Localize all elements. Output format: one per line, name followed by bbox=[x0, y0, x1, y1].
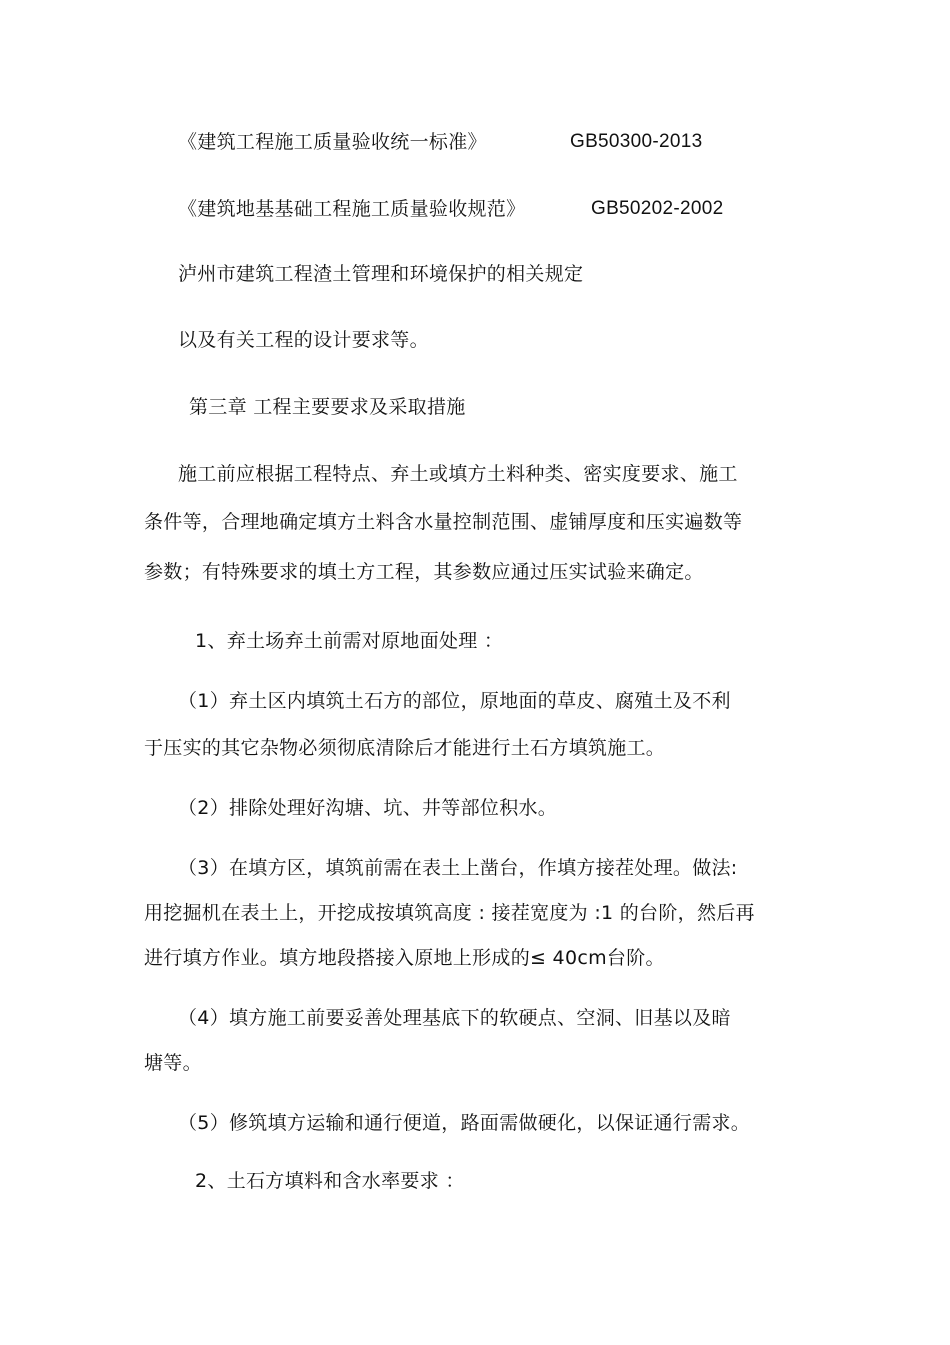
section-1-heading: 1、弃土场弃土前需对原地面处理 ： bbox=[195, 630, 504, 652]
standard-code-2: GB50202-2002 bbox=[591, 198, 724, 219]
intro-paragraph-line-3: 参数；有特殊要求的填土方工程，其参数应通过压实试验来确定。 bbox=[144, 561, 704, 583]
section-2-heading: 2、土石方填料和含水率要求 ： bbox=[195, 1170, 465, 1192]
intro-paragraph-line-2: 条件等，合理地确定填方土料含水量控制范围、虚铺厚度和压实遍数等 bbox=[144, 511, 743, 533]
standard-title-1: 《建筑工程施工质量验收统一标准》 bbox=[178, 131, 487, 153]
standard-title-2: 《建筑地基基础工程施工质量验收规范》 bbox=[178, 198, 526, 220]
chapter-heading: 第三章 工程主要要求及采取措施 bbox=[189, 396, 466, 418]
item-1-line-1: （1）弃土区内填筑土石方的部位，原地面的草皮、腐殖土及不利 bbox=[178, 690, 731, 712]
item-4-line-2: 塘等。 bbox=[144, 1052, 202, 1074]
item-5-line: （5）修筑填方运输和通行便道，路面需做硬化，以保证通行需求。 bbox=[178, 1112, 751, 1134]
design-requirements-line: 以及有关工程的设计要求等。 bbox=[178, 329, 429, 351]
item-2-line: （2）排除处理好沟塘、坑、井等部位积水。 bbox=[178, 797, 558, 819]
standard-code-1: GB50300-2013 bbox=[570, 131, 703, 152]
item-3-line-1: （3）在填方区，填筑前需在表土上凿台，作填方接茬处理。做法: bbox=[178, 857, 738, 879]
item-3-line-2: 用挖掘机在表土上，开挖成按填筑高度 : 接茬宽度为 :1 的台阶，然后再 bbox=[144, 902, 755, 924]
item-3-line-3: 进行填方作业。填方地段搭接入原地上形成的≤ 40cm台阶。 bbox=[144, 947, 665, 969]
intro-paragraph-line-1: 施工前应根据工程特点、弃土或填方土料种类、密实度要求、施工 bbox=[178, 463, 738, 485]
item-4-line-1: （4）填方施工前要妥善处理基底下的软硬点、空洞、旧基以及暗 bbox=[178, 1007, 731, 1029]
regulation-line: 泸州市建筑工程渣土管理和环境保护的相关规定 bbox=[178, 263, 584, 285]
item-1-line-2: 于压实的其它杂物必须彻底清除后才能进行土石方填筑施工。 bbox=[144, 737, 666, 759]
